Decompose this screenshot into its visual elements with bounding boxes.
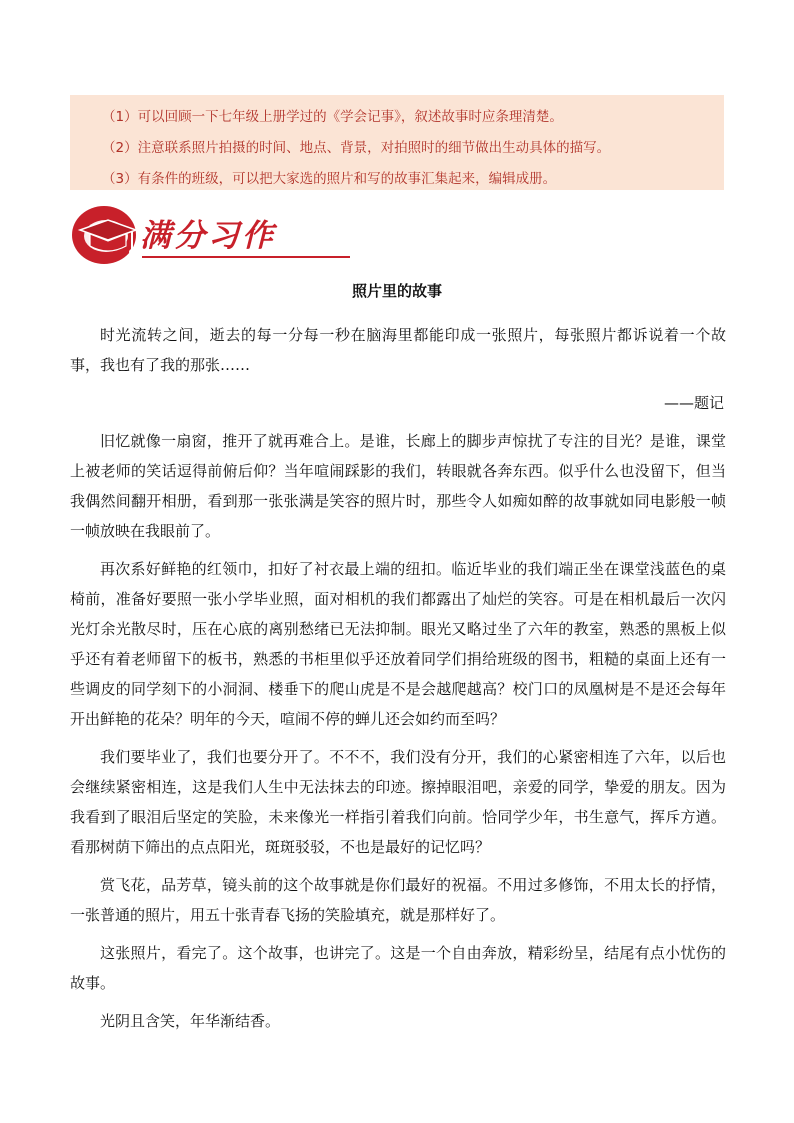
badge-title: 满分习作 bbox=[140, 218, 276, 254]
paragraph-4: 赏飞花，品芳草，镜头前的这个故事就是你们最好的祝福。不用过多修饰，不用太长的抒情，一张普通的照片，用五十张青春飞扬的笑脸填充，就是那样好了。 bbox=[70, 876, 726, 924]
paragraph-5: 这张照片，看完了。这个故事，也讲完了。这是一个自由奔放，精彩纷呈，结尾有点小忧伤的故事。 bbox=[70, 944, 726, 992]
article-title: 照片里的故事 bbox=[351, 282, 442, 300]
paragraph-3: 我们要毕业了，我们也要分开了。不不不，我们没有分开，我们的心紧密相连了六年，以后也会继续紧密相连，这是我们人生中无法抹去的印迹。擦掉眼泪吧，亲爱的同学，挚爱的朋友。因为我看到了眼泪后坚定的笑脸，未来像光一样指引着我们向前。恰同学少年，书生意气，挥斥方遒。看那树荫下筛出的点点阳光，斑斑驳驳，不也是最好的记忆吗？ bbox=[70, 748, 726, 856]
section-badge bbox=[70, 200, 285, 270]
writing-tips-box bbox=[70, 95, 724, 190]
paragraph-2: 再次系好鲜艳的红领巾，扣好了衬衣最上端的纽扣。临近毕业的我们端正坐在课堂浅蓝色的桌椅前，准备好要照一张小学毕业照，面对相机的我们都露出了灿烂的笑容。可是在相机最后一次闪光灯余光散尽时，压在心底的离别愁绪已无法抑制。眼光又略过坐了六年的教室，熟悉的黑板上似乎还有着老师留下的板书，熟悉的书柜里似乎还放着同学们捐给班级的图书，粗糙的桌面上还有一些调皮的同学刻下的小洞洞、楼垂下的爬山虎是不是会越爬越高？校门口的凤凰树是不是还会每年开出鲜艳的花朵？明年的今天，喧闹不停的蝉儿还会如约而至吗？ bbox=[70, 560, 726, 728]
tip-item-1: （1）可以回顾一下七年级上册学过的《学会记事》，叙述故事时应条理清楚。 bbox=[102, 109, 563, 125]
badge-underline bbox=[142, 256, 350, 258]
paragraph-1: 旧忆就像一扇窗，推开了就再难合上。是谁，长廊上的脚步声惊扰了专注的目光？是谁，课堂上被老师的笑话逗得前俯后仰？当年喧闹踩影的我们，转眼就各奔东西。似乎什么也没留下，但当我偶然间翻开相册，看到那一张张满是笑容的照片时，那些令人如痴如醉的故事就如同电影般一帧一帧放映在我眼前了。 bbox=[70, 432, 726, 540]
article-body bbox=[70, 320, 726, 1044]
epigraph: 时光流转之间，逝去的每一分每一秒在脑海里都能印成一张照片，每张照片都诉说着一个故事，我也有了我的那张…… bbox=[70, 326, 726, 374]
tip-item-2: （2）注意联系照片拍摄的时间、地点、背景，对拍照时的细节做出生动具体的描写。 bbox=[102, 140, 611, 156]
paragraph-6: 光阴且含笑，年华渐结香。 bbox=[100, 1012, 281, 1030]
tip-item-3: （3）有条件的班级，可以把大家选的照片和写的故事汇集起来，编辑成册。 bbox=[102, 171, 557, 187]
graduation-cap-icon bbox=[70, 200, 142, 270]
epigraph-signature: ——题记 bbox=[663, 394, 724, 412]
